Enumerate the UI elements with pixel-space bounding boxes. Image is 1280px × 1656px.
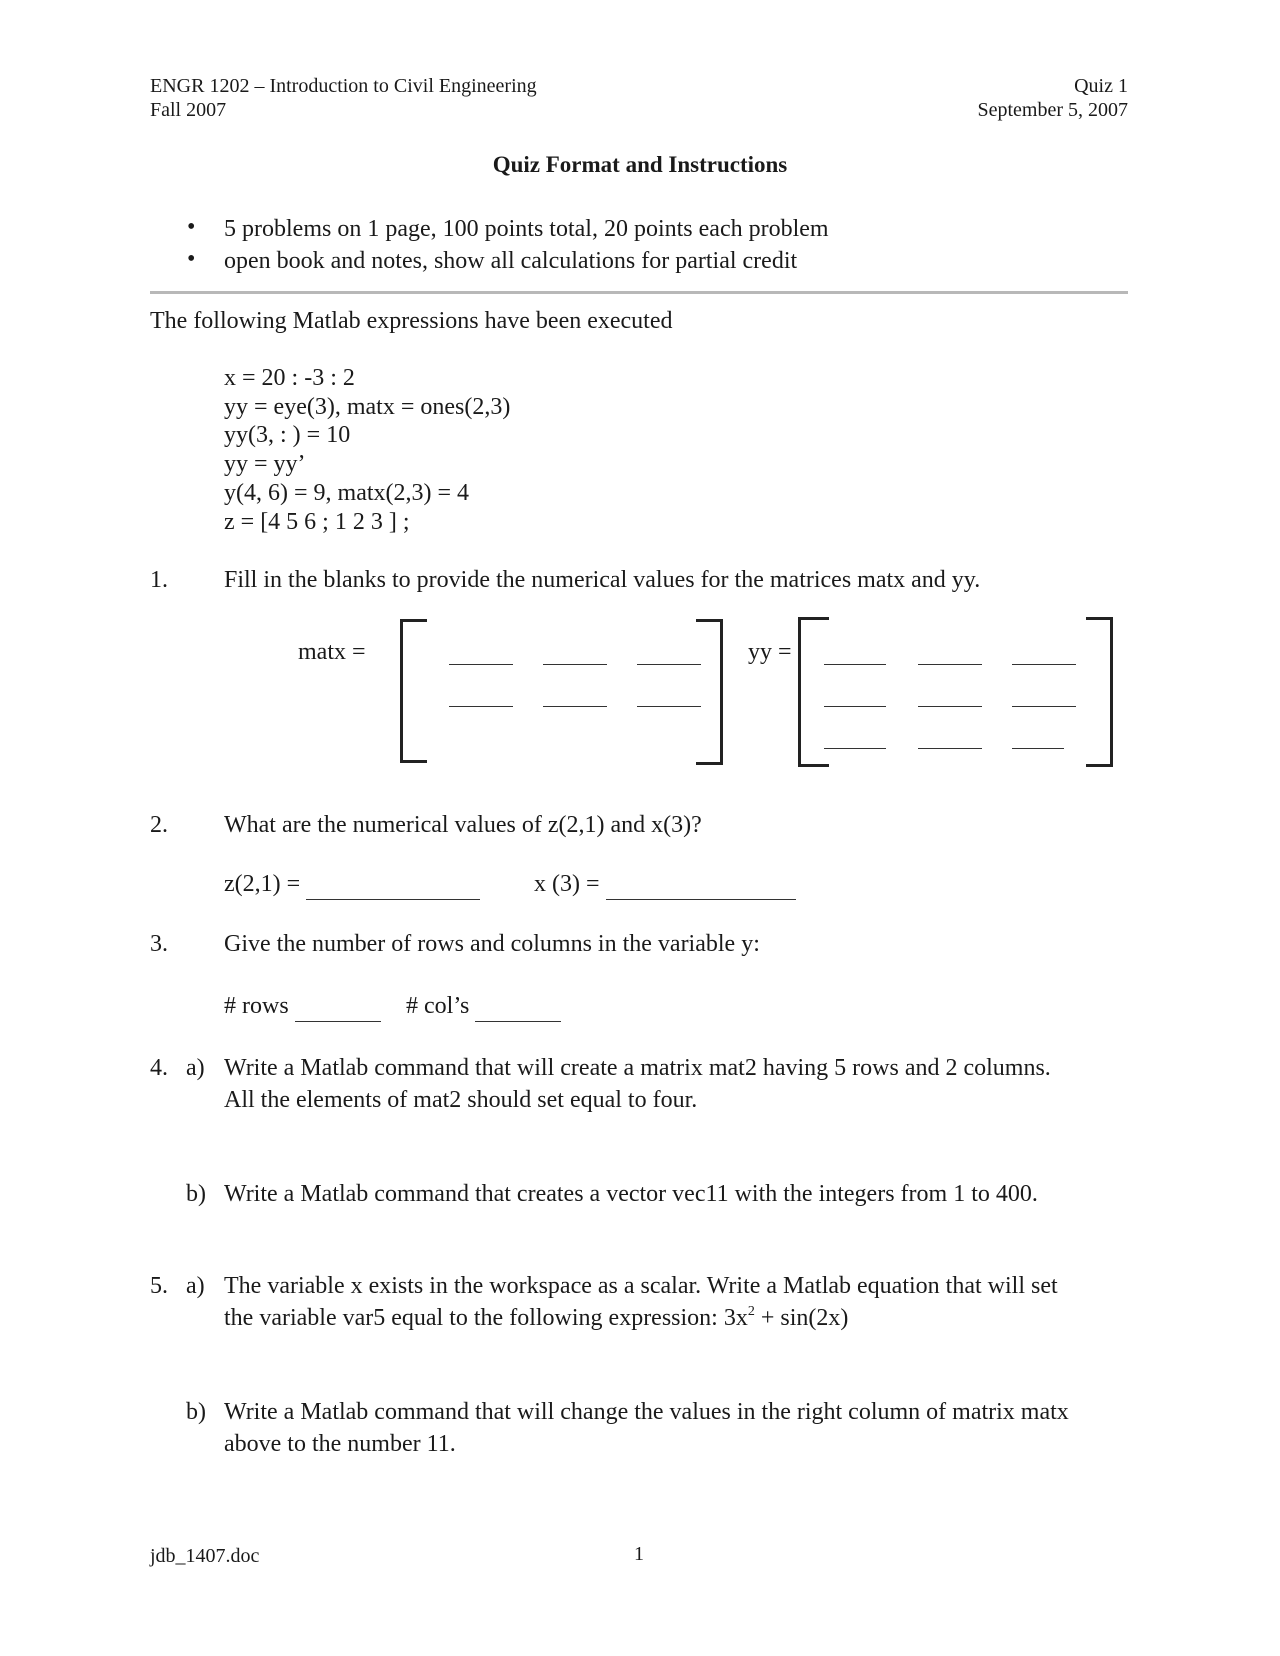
question-number: 2. — [150, 812, 168, 838]
yy-left-bracket — [798, 617, 829, 767]
expression-line — [224, 1303, 848, 1333]
rows-label: # rows — [224, 993, 289, 1019]
code-line: yy(3, : ) = 10 — [224, 422, 351, 448]
code-line: x = 20 : -3 : 2 — [224, 365, 355, 391]
z-answer-blank[interactable] — [306, 869, 480, 900]
yy-blank[interactable] — [1012, 748, 1064, 749]
question-text: The variable x exists in the workspace as a scalar. Write a Matlab equation that will set — [224, 1273, 1058, 1299]
matx-blank[interactable] — [449, 664, 513, 665]
question-text: All the elements of mat2 should set equal to four. — [224, 1087, 698, 1113]
yy-blank[interactable] — [824, 664, 886, 665]
question-number: 4. — [150, 1055, 168, 1081]
part-letter: a) — [186, 1055, 205, 1081]
matx-blank[interactable] — [637, 664, 701, 665]
yy-label: yy = — [748, 639, 792, 665]
rows-blank[interactable] — [295, 991, 381, 1022]
question-text: Write a Matlab command that will change the values in the right column of matrix matx — [224, 1399, 1069, 1425]
term: Fall 2007 — [150, 99, 227, 121]
exponent: 2 — [747, 1304, 755, 1319]
question-text: the variable var5 equal to the following expression: 3x — [224, 1305, 748, 1331]
matx-blank[interactable] — [637, 706, 701, 707]
rows-answer-row — [224, 991, 381, 1022]
yy-blank[interactable] — [918, 664, 982, 665]
cols-label: # col’s — [406, 993, 470, 1019]
question-text: Write a Matlab command that creates a vector vec11 with the integers from 1 to 400. — [224, 1181, 1038, 1207]
instruction-item: 5 problems on 1 page, 100 points total, 20 points each problem — [224, 216, 829, 242]
code-line: z = [4 5 6 ; 1 2 3 ] ; — [224, 509, 410, 535]
page-title: Quiz Format and Instructions — [492, 152, 788, 177]
x-answer-row — [534, 869, 796, 900]
matx-blank[interactable] — [449, 706, 513, 707]
x-answer-blank[interactable] — [606, 869, 796, 900]
question-number: 3. — [150, 931, 168, 957]
matx-right-bracket — [696, 619, 723, 765]
cols-blank[interactable] — [475, 991, 561, 1022]
yy-right-bracket — [1086, 617, 1113, 767]
yy-blank[interactable] — [824, 706, 886, 707]
z-answer-row — [224, 869, 480, 900]
matx-left-bracket — [400, 619, 427, 763]
matx-blank[interactable] — [543, 706, 607, 707]
x-answer-label: x (3) = — [534, 871, 600, 897]
question-text: Fill in the blanks to provide the numerical values for the matrices matx and yy. — [224, 567, 981, 593]
question-text: above to the number 11. — [224, 1431, 456, 1457]
part-letter: a) — [186, 1273, 205, 1299]
course-title: ENGR 1202 – Introduction to Civil Engineering — [150, 75, 537, 97]
bullet-icon: • — [187, 214, 196, 240]
question-text: Give the number of rows and columns in the variable y: — [224, 931, 760, 957]
question-number: 5. — [150, 1273, 168, 1299]
bullet-icon: • — [187, 246, 196, 272]
matx-label: matx = — [298, 639, 366, 665]
quiz-date: September 5, 2007 — [977, 99, 1128, 121]
yy-blank[interactable] — [824, 748, 886, 749]
yy-blank[interactable] — [1012, 706, 1076, 707]
expression-tail: + sin(2x) — [754, 1305, 849, 1331]
z-answer-label: z(2,1) = — [224, 871, 301, 897]
code-line: y(4, 6) = 9, matx(2,3) = 4 — [224, 480, 470, 506]
yy-blank[interactable] — [918, 706, 982, 707]
code-line: yy = yy’ — [224, 451, 306, 477]
question-text: What are the numerical values of z(2,1) and x(3)? — [224, 812, 702, 838]
cols-answer-row — [406, 991, 561, 1022]
footer-filename: jdb_1407.doc — [150, 1545, 260, 1567]
instruction-item: open book and notes, show all calculations for partial credit — [224, 248, 798, 274]
page-number: 1 — [634, 1543, 644, 1565]
part-letter: b) — [186, 1181, 206, 1207]
intro-text: The following Matlab expressions have been executed — [150, 308, 673, 334]
matx-blank[interactable] — [543, 664, 607, 665]
part-letter: b) — [186, 1399, 206, 1425]
question-number: 1. — [150, 567, 168, 593]
divider — [150, 291, 1128, 294]
quiz-number: Quiz 1 — [1074, 75, 1128, 97]
code-line: yy = eye(3), matx = ones(2,3) — [224, 394, 511, 420]
question-text: Write a Matlab command that will create a matrix mat2 having 5 rows and 2 columns. — [224, 1055, 1051, 1081]
yy-blank[interactable] — [1012, 664, 1076, 665]
yy-blank[interactable] — [918, 748, 982, 749]
